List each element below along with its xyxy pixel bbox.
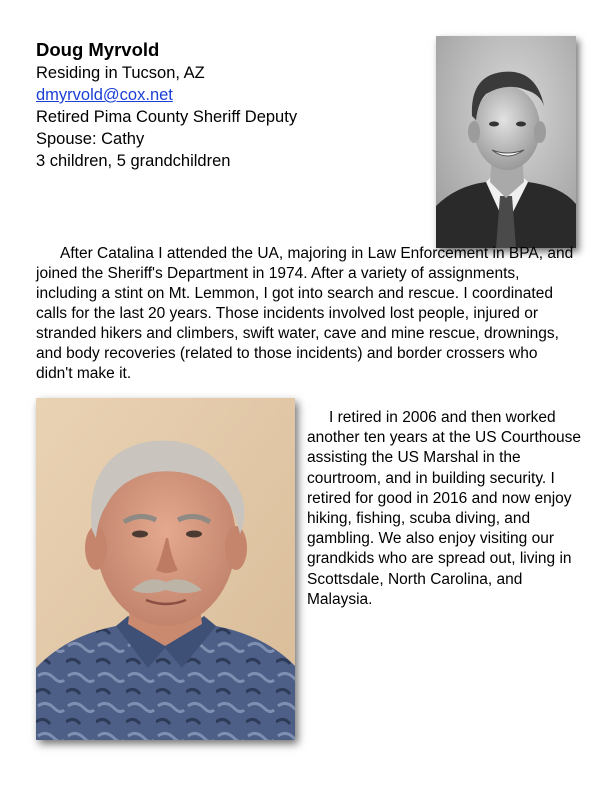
person-name: Doug Myrvold [36,39,160,60]
career-paragraph: After Catalina I attended the UA, majoring in Law Enforcement in BPA, and joined the Sheriff's Department in 1974. After a variety of assignments, including a stint on Mt. Lemmon, I got into search and rescue. I coordinated calls for the last 20 years. Those incidents involved lost people, injured or stranded hikers and climbers, swift water, cave and mine rescue, drownings, and body recoveries (related to those incidents) and border crossers who didn't make it. [36,245,574,382]
yearbook-photo [436,36,576,248]
yearbook-portrait-image [436,36,576,248]
profile-header [36,38,297,172]
current-photo [36,398,295,740]
residence-line: Residing in Tucson, AZ [36,64,205,82]
occupation-line: Retired Pima County Sheriff Deputy [36,108,298,126]
spouse-line: Spouse: Cathy [36,130,145,148]
retirement-paragraph: I retired in 2006 and then worked another ten years at the US Courthouse assisting the US Marshal in the courtroom, and in building security. I retired for good in 2016 and now enjoy hiking, fishing, scuba diving, and gambling. We also enjoy visiting our grandkids who are spread out, living in Scottsdale, North Carolina, and Malaysia. [307,409,581,608]
email-link[interactable]: dmyrvold@cox.net [36,86,173,104]
current-portrait-image [36,398,295,740]
family-line: 3 children, 5 grandchildren [36,152,231,170]
